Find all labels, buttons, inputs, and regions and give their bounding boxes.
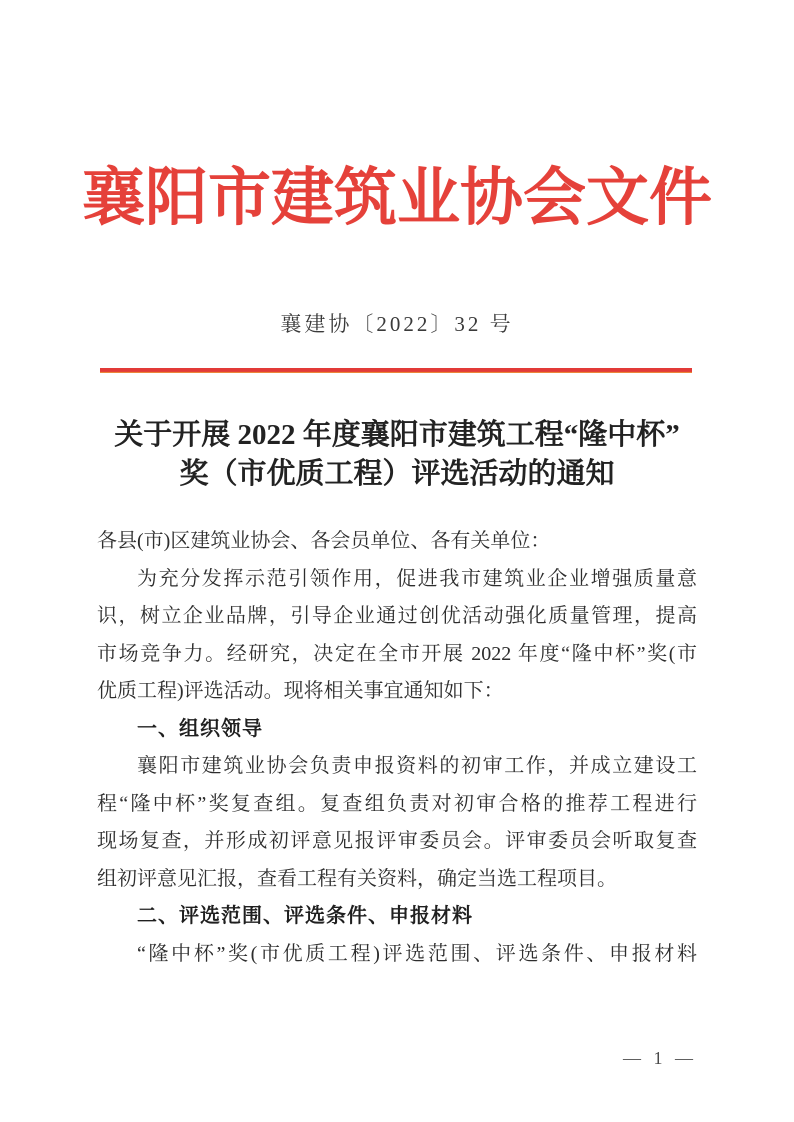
salutation-line: 各县(市)区建筑业协会、各会员单位、各有关单位：	[97, 530, 551, 552]
letterhead-divider-rule	[100, 368, 692, 373]
paragraph-2-line-2: 程“隆中杯”奖复查组。复查组负责对初审合格的推荐工程进行	[97, 792, 697, 815]
notice-title	[97, 416, 697, 494]
paragraph-1-line-2: 识，树立企业品牌，引导企业通过创优活动强化质量管理，提高	[97, 605, 697, 627]
section-heading-1: 一、组织领导	[137, 717, 263, 740]
paragraph-3-line-1: “隆中杯”奖(市优质工程)评选范围、评选条件、申报材料	[137, 942, 697, 965]
notice-body	[97, 523, 697, 973]
section-heading-2: 二、评选范围、评选条件、申报材料	[137, 905, 473, 927]
letterhead-org-title: 襄阳市建筑业协会文件	[82, 163, 712, 233]
paragraph-2-line-3: 现场复查，并形成初评意见报评审委员会。评审委员会听取复查	[97, 830, 697, 852]
paragraph-1-line-4: 优质工程)评选活动。现将相关事宜通知如下：	[97, 680, 504, 702]
paragraph-2-line-4: 组初评意见汇报，查看工程有关资料，确定当选工程项目。	[97, 867, 617, 890]
paragraph-2-line-1: 襄阳市建筑业协会负责申报资料的初审工作，并成立建设工	[137, 755, 697, 777]
notice-title-line-2: 奖（市优质工程）评选活动的通知	[179, 458, 615, 490]
notice-title-line-1: 关于开展 2022 年度襄阳市建筑工程“隆中杯”	[114, 419, 680, 451]
doc-reference-number: 襄建协〔2022〕32 号	[280, 312, 514, 336]
paragraph-1-line-1: 为充分发挥示范引领作用，促进我市建筑业企业增强质量意	[137, 567, 697, 590]
page-number: — 1 —	[623, 1048, 697, 1068]
paragraph-1-line-3: 市场竞争力。经研究，决定在全市开展 2022 年度“隆中杯”奖(市	[97, 642, 697, 665]
